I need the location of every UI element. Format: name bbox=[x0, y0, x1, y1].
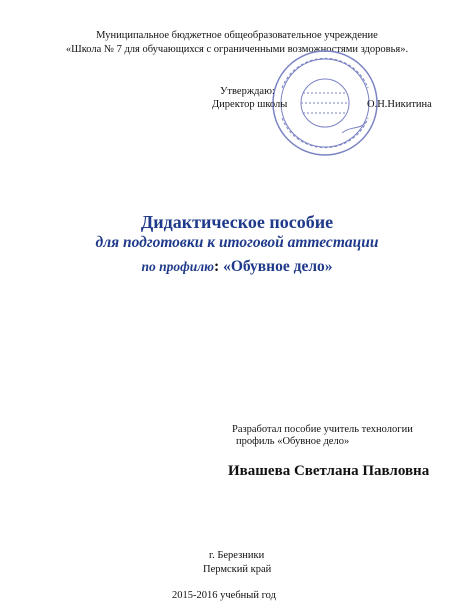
author-line1: Разработал пособие учитель технологии bbox=[232, 424, 413, 435]
school-name-line2: «Школа № 7 для обучающихся с ограниченными возможностями здоровья». bbox=[65, 44, 409, 55]
document-title: Дидактическое пособие bbox=[140, 212, 334, 232]
profile-name: «Обувное дело» bbox=[223, 258, 333, 275]
profile-colon: : bbox=[214, 258, 220, 275]
document-subtitle: для подготовки к итоговой аттестации bbox=[95, 234, 379, 251]
author-name: Ивашева Светлана Павловна bbox=[228, 463, 430, 479]
approval-name: О.Н.Никитина bbox=[367, 99, 432, 110]
approval-role: Директор школы bbox=[212, 99, 288, 110]
footer-region: Пермский край bbox=[203, 564, 272, 575]
footer-city: г. Березники bbox=[209, 550, 265, 561]
approval-label: Утверждаю: bbox=[220, 86, 275, 97]
author-line2: профиль «Обувное дело» bbox=[236, 436, 350, 447]
school-name-line1: Муниципальное бюджетное общеобразовательное учреждение bbox=[96, 30, 378, 41]
footer-year: 2015-2016 учебный год bbox=[172, 590, 276, 601]
document-profile-line bbox=[0, 258, 474, 276]
profile-prefix: по профилю bbox=[141, 259, 215, 274]
